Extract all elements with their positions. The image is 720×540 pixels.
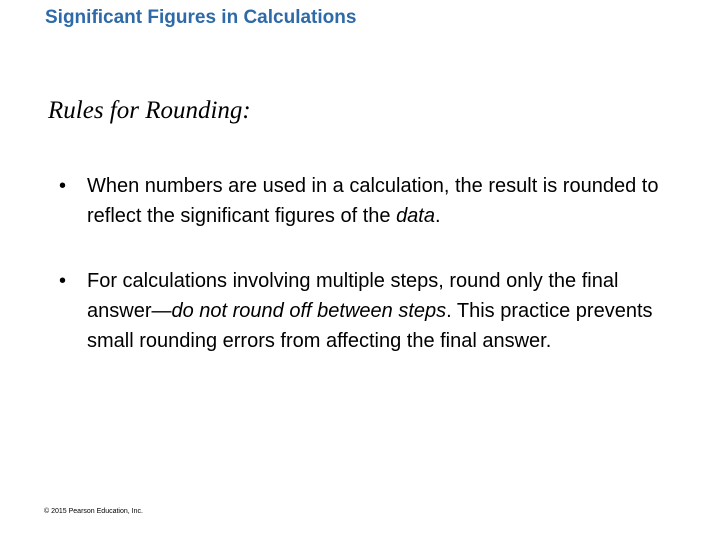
bullet-dot-icon: • <box>59 175 67 197</box>
bullet-text-emphasis: data <box>396 205 435 227</box>
bullet-text-emphasis: do not round off between steps <box>171 300 447 322</box>
bullet-text-segment: . <box>435 205 441 227</box>
bullet-text-segment: For calculations involving multiple steps, round only the final answer— <box>87 270 619 322</box>
bullet-text-segment: . This practice prevents small rounding errors from affecting the final answer. <box>87 300 653 352</box>
section-heading: Rules for Rounding: <box>48 97 251 124</box>
bullet-dot-icon: • <box>59 270 67 292</box>
bullet-text-segment: When numbers are used in a calculation, the result is rounded to reflect the significant figures of the <box>87 175 659 227</box>
copyright-notice: © 2015 Pearson Education, Inc. <box>44 508 143 515</box>
slide-title: Significant Figures in Calculations <box>45 7 357 28</box>
bullet-text-rounding-result <box>87 171 667 231</box>
bullet-text-multi-step <box>87 266 667 356</box>
